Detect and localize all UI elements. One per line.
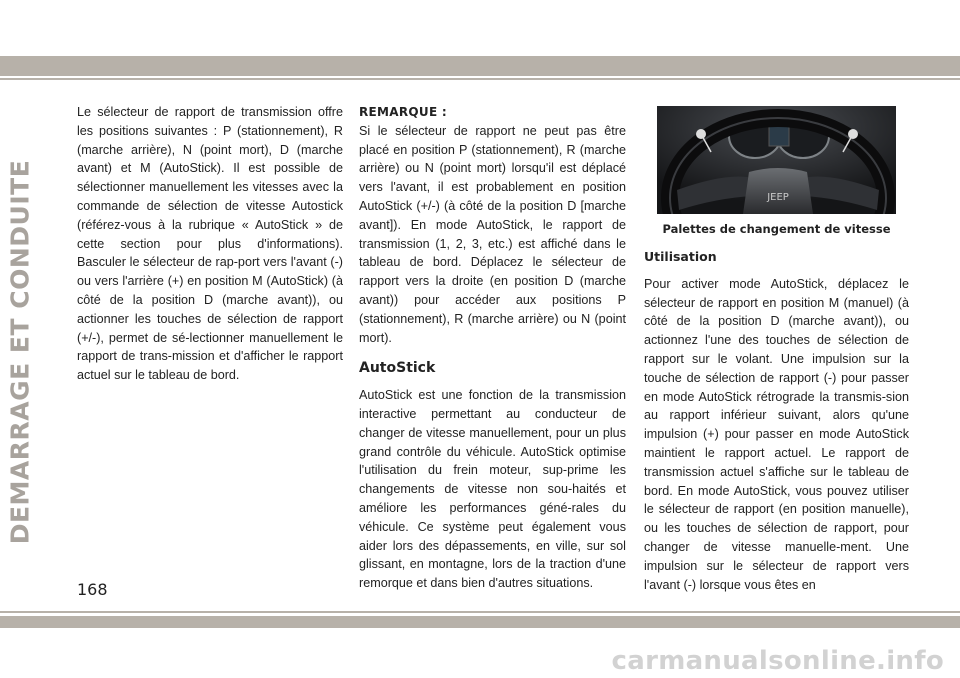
note-label: REMARQUE :: [359, 105, 448, 119]
header-band: [0, 56, 960, 76]
column-right: [644, 248, 909, 594]
utilisation-heading: Utilisation: [644, 249, 717, 264]
footer-rule: [0, 611, 960, 613]
paddle-shifters-photo: [657, 106, 896, 214]
autostick-heading: AutoStick: [359, 360, 436, 377]
footer-band: [0, 616, 960, 628]
column-middle: [359, 103, 626, 593]
column-left: [77, 103, 343, 385]
intro-paragraph: Le sélecteur de rapport de transmission offre les positions suivantes : P (stationnement), R (marche arrière), N (point mort), D (marche avant) et M (AutoStick). Il est possible de sélectionner manuellement les vitesses avec la commande de sélection de vitesse Autostick (référez-vous à la rubrique « AutoStick » de cette section pour plus d'informations). Basculer le sélecteur de rap-port vers l'avant (-) ou vers l'arrière (+) en position M (AutoStick) (à côté de la position D (marche avant)), ou actionner les touches de sélection de rapport (+/-), permet de sé-lectionner manuellement le rapport de trans-mission et d'afficher le rapport actuel sur le tableau de bord.: [77, 105, 343, 383]
site-watermark: carmanualsonline.info: [611, 646, 944, 676]
note-text: Si le sélecteur de rapport ne peut pas être placé en position P (stationnement), R (marche arrière) ou N (point mort) lorsqu'il est déplacé vers l'avant, il est probablement en position AutoStick (+/-) (à côté de la position D [marche avant]). En mode AutoStick, le rapport de transmission (1, 2, 3, etc.) est affiché dans le tableau de bord. Déplacez le sélecteur de rapport vers la droite (en position D (marche avant)) pour accéder aux positions P (stationnement), R (marche arrière) ou N (point mort).: [359, 123, 626, 345]
autostick-paragraph: AutoStick est une fonction de la transmission interactive permettant au conducteur de changer de vitesse manuellement, pour un plus grand contrôle du véhicule. AutoStick optimise l'utilisation du frein moteur, sup-prime les changements de vitesse non sou-haités et améliore les performances géné-rales du véhicule. Ce système peut également vous aider lors des dépassements, en ville, sur sol glissant, en montagne, lors de la traction d'une remorque et dans bien d'autres situations.: [359, 388, 626, 591]
figure-caption: Palettes de changement de vitesse: [662, 222, 891, 236]
header-rule: [0, 78, 960, 80]
svg-text:JEEP: JEEP: [767, 192, 789, 203]
steering-wheel-image: [657, 106, 896, 214]
page-number: 168: [77, 580, 108, 599]
section-side-label: DEMARRAGE ET CONDUITE: [5, 159, 35, 545]
utilisation-paragraph: Pour activer mode AutoStick, déplacez le sélecteur de rapport en position M (manuel) (à côté de la position D (marche avant)), ou actionnez l'une des touches de sélection de rapport sur le volant. Une impulsion sur la touche de sélection de rapport (-) pour passer en mode AutoStick rétrograde la transmis-sion au rapport inférieur suivant, alors qu'une impulsion (+) pour passer en mode AutoStick maintient le rapport actuel. Le rapport de transmission actuel s'affiche sur le tableau de bord. En mode AutoStick, vous pouvez utiliser le sélecteur de rapport (en position manuelle), ou les touches de sélection de rapport, pour changer de vitesse manuelle-ment. Une impulsion sur le sélecteur de rapport vers l'avant (-) lorsque vous êtes en: [644, 276, 909, 592]
